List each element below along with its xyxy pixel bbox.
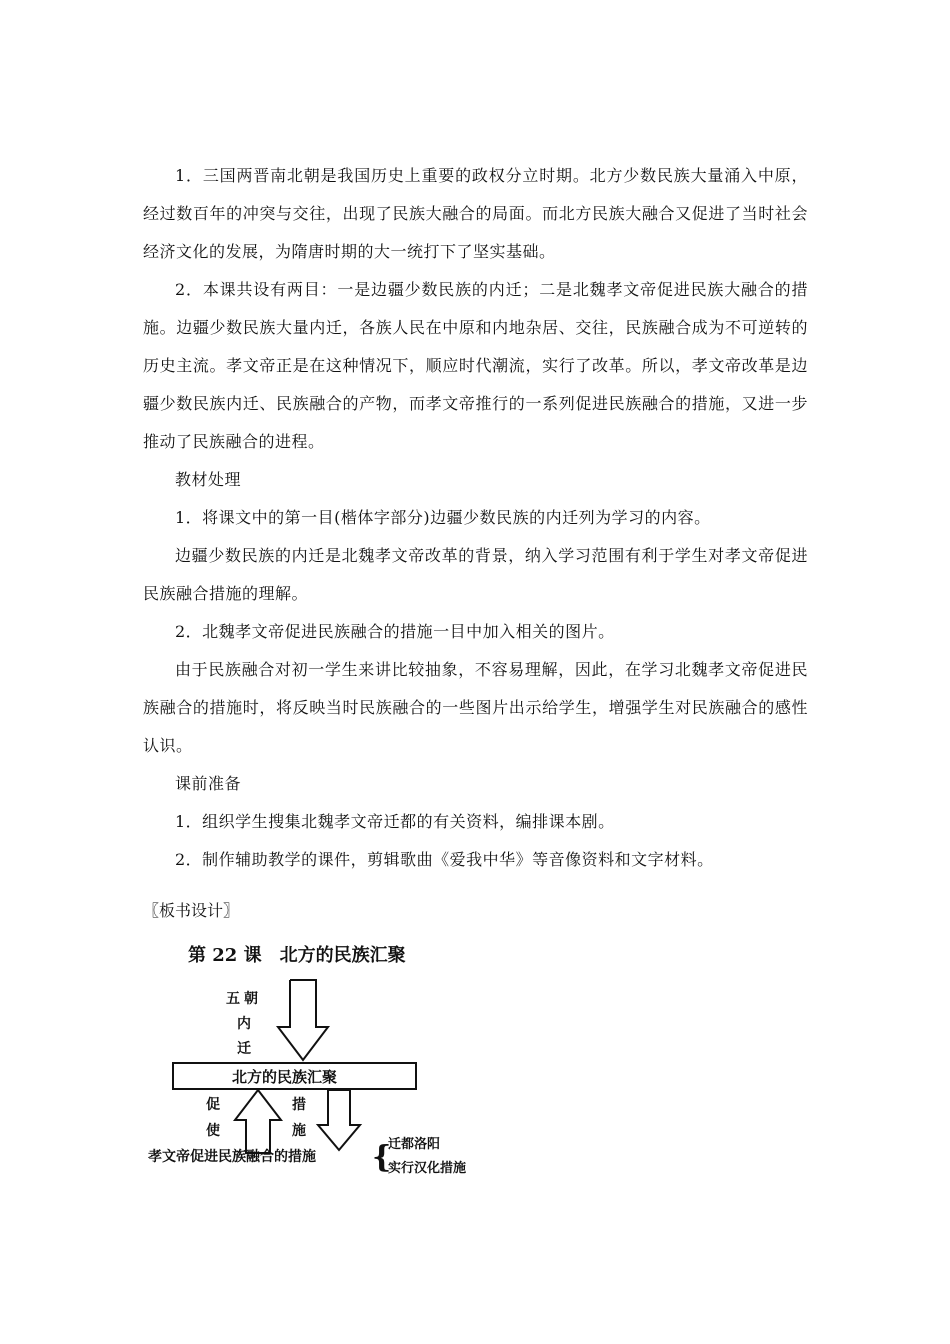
paragraph-3: 1．将课文中的第一目(楷体字部分)边疆少数民族的内迁列为学习的内容。 bbox=[175, 508, 711, 527]
paragraph-6: 由于民族融合对初一学生来讲比较抽象，不容易理解，因此，在学习北魏孝文帝促进民族融合的措施时，将反映当时民族融合的一些图片出示给学生，增强学生对民族融合的感性认识。 bbox=[143, 660, 808, 755]
paragraph-7: 1．组织学生搜集北魏孝文帝迁都的有关资料，编排课本剧。 bbox=[175, 812, 615, 831]
diagram-left-top-char-1: 五 bbox=[226, 991, 240, 1007]
paragraph-2: 2．本课共设有两目：一是边疆少数民族的内迁；二是北魏孝文帝促进民族大融合的措施。边疆少数民族大量内迁，各族人民在中原和内地杂居、交往，民族融合成为不可逆转的历史主流。孝文帝正是在这种情况下，顺应时代潮流，实行了改革。所以，孝文帝改革是边疆少数民族内迁、民族融合的产物，而孝文帝推行的一系列促进民族融合的措施，又进一步推动了民族融合的进程。 bbox=[143, 280, 808, 451]
body-text bbox=[143, 157, 808, 879]
diagram-left-bottom-char-1: 促 bbox=[206, 1097, 220, 1113]
diagram-brace-item-1: 迁都洛阳 bbox=[388, 1137, 441, 1152]
diagram-left-bottom-char-2: 使 bbox=[206, 1123, 220, 1139]
section-heading-materials: 教材处理 bbox=[175, 470, 242, 489]
paragraph-4: 边疆少数民族的内迁是北魏孝文帝改革的背景，纳入学习范围有利于学生对孝文帝促进民族融合措施的理解。 bbox=[143, 546, 808, 603]
down-arrow-small-icon bbox=[318, 1090, 360, 1150]
diagram-right-bottom-char-2: 施 bbox=[292, 1123, 306, 1139]
diagram-bottom-text: 孝文帝促进民族融合的措施 bbox=[148, 1149, 316, 1165]
section-heading-preparation: 课前准备 bbox=[175, 774, 242, 793]
diagram-left-top-char-3: 内 bbox=[237, 1016, 251, 1032]
diagram-right-bottom-char-1: 措 bbox=[292, 1097, 306, 1113]
board-diagram-svg bbox=[140, 935, 500, 1185]
diagram-left-top-char-4: 迁 bbox=[237, 1041, 251, 1057]
diagram-brace-item-2: 实行汉化措施 bbox=[388, 1161, 467, 1176]
diagram-title: 第 22 课 北方的民族汇聚 bbox=[188, 945, 406, 966]
board-diagram bbox=[140, 935, 500, 1185]
down-arrow-icon bbox=[278, 980, 328, 1060]
diagram-center-bar-text: 北方的民族汇聚 bbox=[232, 1068, 338, 1086]
paragraph-5: 2．北魏孝文帝促进民族融合的措施一目中加入相关的图片。 bbox=[175, 622, 615, 641]
board-design-label: 〖板书设计〗 bbox=[143, 901, 240, 920]
paragraph-8: 2．制作辅助教学的课件，剪辑歌曲《爱我中华》等音像资料和文字材料。 bbox=[175, 850, 714, 869]
up-arrow-icon bbox=[235, 1090, 281, 1153]
diagram-left-top-char-2: 朝 bbox=[244, 991, 258, 1007]
brace-glyph: { bbox=[372, 1140, 392, 1175]
paragraph-1: 1．三国两晋南北朝是我国历史上重要的政权分立时期。北方少数民族大量涌入中原，经过数百年的冲突与交往，出现了民族大融合的局面。而北方民族大融合又促进了当时社会经济文化的发展，为隋唐时期的大一统打下了坚实基础。 bbox=[143, 166, 808, 261]
